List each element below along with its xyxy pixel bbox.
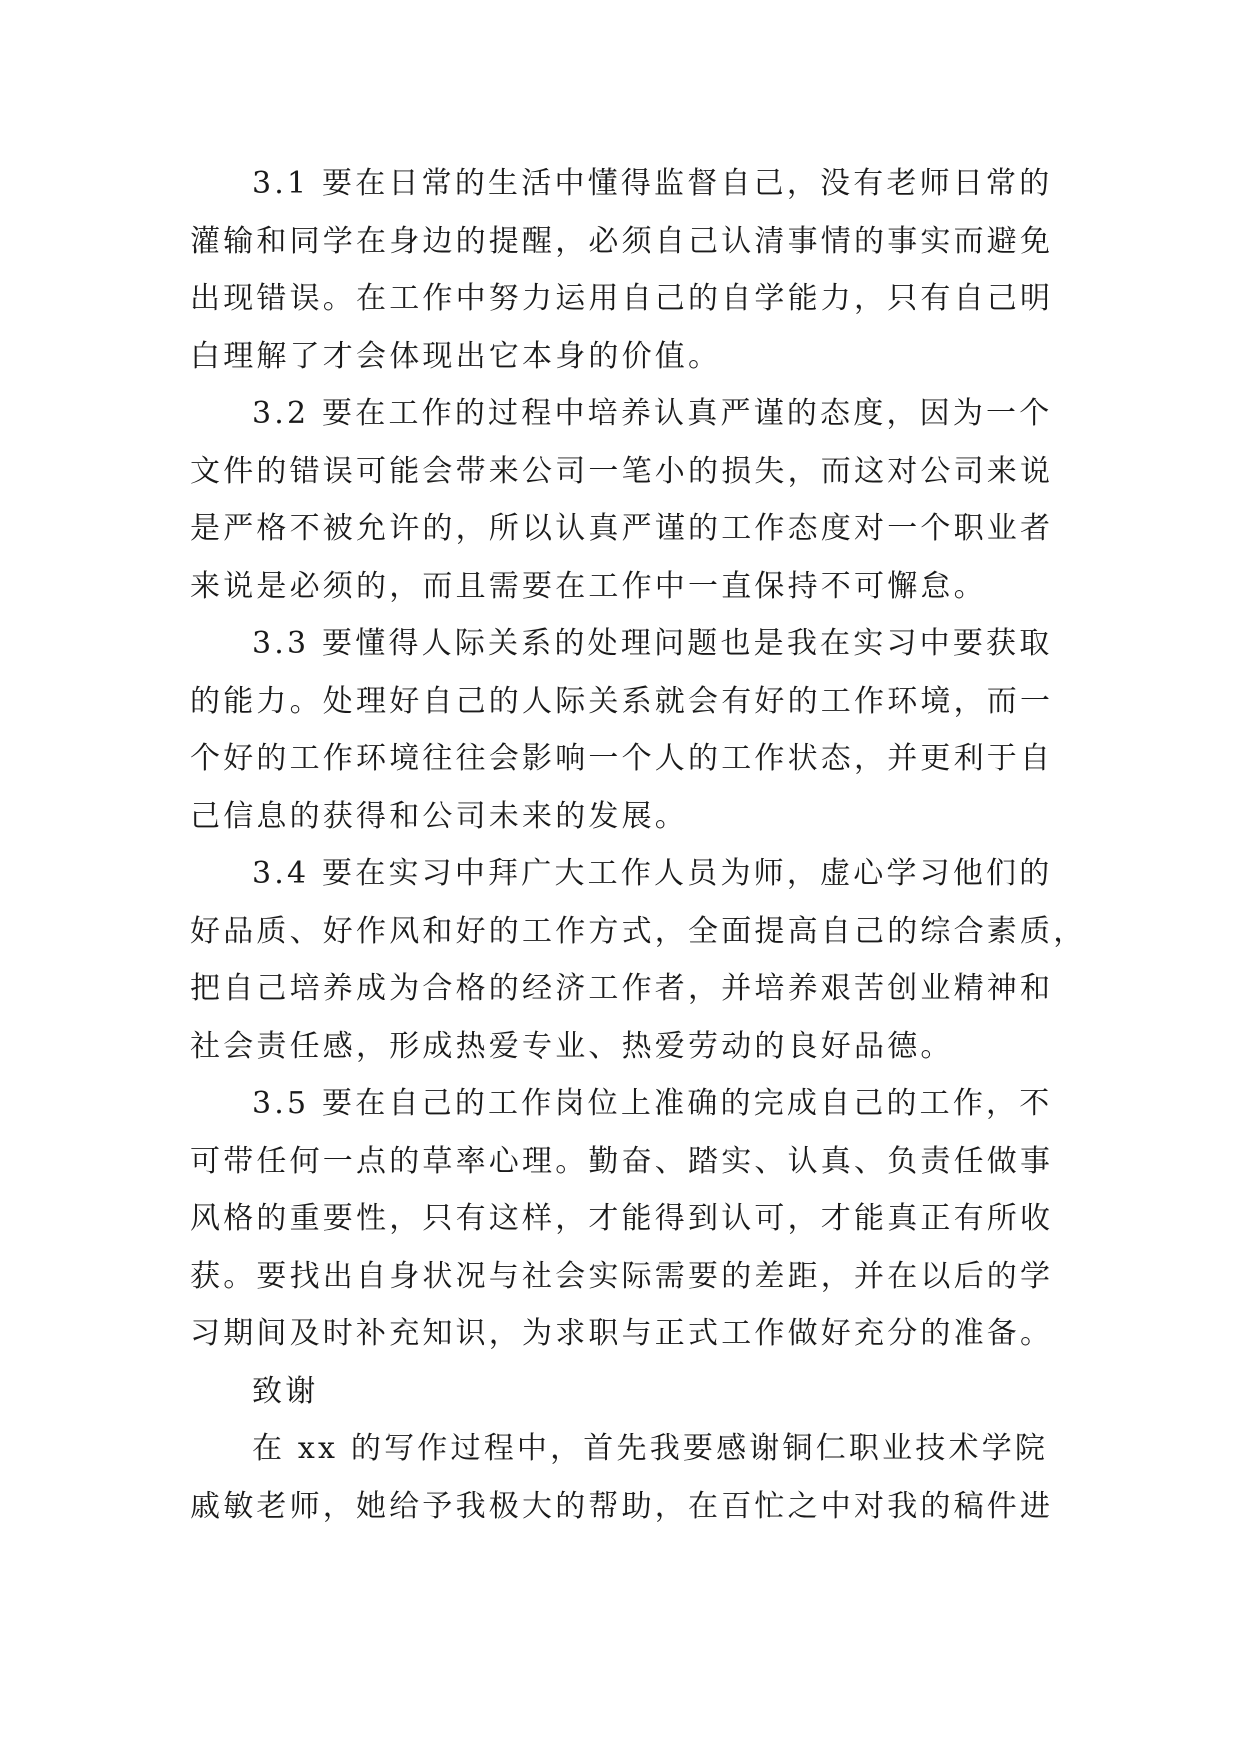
paragraph-3-3 (190, 615, 1062, 845)
text-line: 好品质、好作风和好的工作方式，全面提高自己的综合素质， (190, 913, 1087, 949)
text-line: 3.4 要在实习中拜广大工作人员为师，虚心学习他们的 (252, 856, 1053, 891)
paragraph-3-1 (190, 155, 1062, 385)
text-line: 社会责任感，形成热爱专业、热爱劳动的良好品德。 (190, 1028, 954, 1064)
text-line: 3.1 要在日常的生活中懂得监督自己，没有老师日常的 (252, 166, 1053, 201)
text-line: 白理解了才会体现出它本身的价值。 (190, 338, 722, 374)
text-line: 习期间及时补充知识，为求职与正式工作做好充分的准备。 (190, 1316, 1054, 1351)
text-line: 3.3 要懂得人际关系的处理问题也是我在实习中要获取 (252, 626, 1053, 661)
acknowledgement-paragraph (190, 1420, 1062, 1535)
paragraph-3-5 (190, 1075, 1062, 1363)
text-line: 文件的错误可能会带来公司一笔小的损失，而这对公司来说 (190, 453, 1054, 489)
text-line: 灌输和同学在身边的提醒，必须自己认清事情的事实而避免 (190, 223, 1054, 259)
text-line: 3.2 要在工作的过程中培养认真严谨的态度，因为一个 (252, 396, 1053, 431)
text-line: 己信息的获得和公司未来的发展。 (190, 798, 688, 834)
text-line: 在 xx 的写作过程中，首先我要感谢铜仁职业技术学院 (252, 1431, 1049, 1466)
text-line: 3.5 要在自己的工作岗位上准确的完成自己的工作，不 (252, 1086, 1053, 1121)
paragraph-3-4 (190, 845, 1087, 1075)
text-line: 个好的工作环境往往会影响一个人的工作状态，并更利于自 (190, 741, 1054, 776)
text-line: 是严格不被允许的，所以认真严谨的工作态度对一个职业者 (190, 511, 1054, 546)
document-body (190, 155, 1087, 1535)
text-line: 来说是必须的，而且需要在工作中一直保持不可懈怠。 (190, 568, 987, 604)
paragraph-3-2 (190, 385, 1062, 615)
text-line: 风格的重要性，只有这样，才能得到认可，才能真正有所收 (190, 1201, 1054, 1236)
acknowledgement-heading (190, 1363, 1062, 1421)
text-line: 戚敏老师，她给予我极大的帮助，在百忙之中对我的稿件进 (190, 1488, 1054, 1524)
text-line: 出现错误。在工作中努力运用自己的自学能力，只有自己明 (190, 281, 1054, 316)
text-line: 的能力。处理好自己的人际关系就会有好的工作环境，而一 (190, 683, 1054, 719)
section-heading: 致谢 (252, 1373, 319, 1409)
text-line: 获。要找出自身状况与社会实际需要的差距，并在以后的学 (190, 1258, 1054, 1294)
text-line: 把自己培养成为合格的经济工作者，并培养艰苦创业精神和 (190, 971, 1054, 1006)
text-line: 可带任何一点的草率心理。勤奋、踏实、认真、负责任做事 (190, 1143, 1054, 1179)
